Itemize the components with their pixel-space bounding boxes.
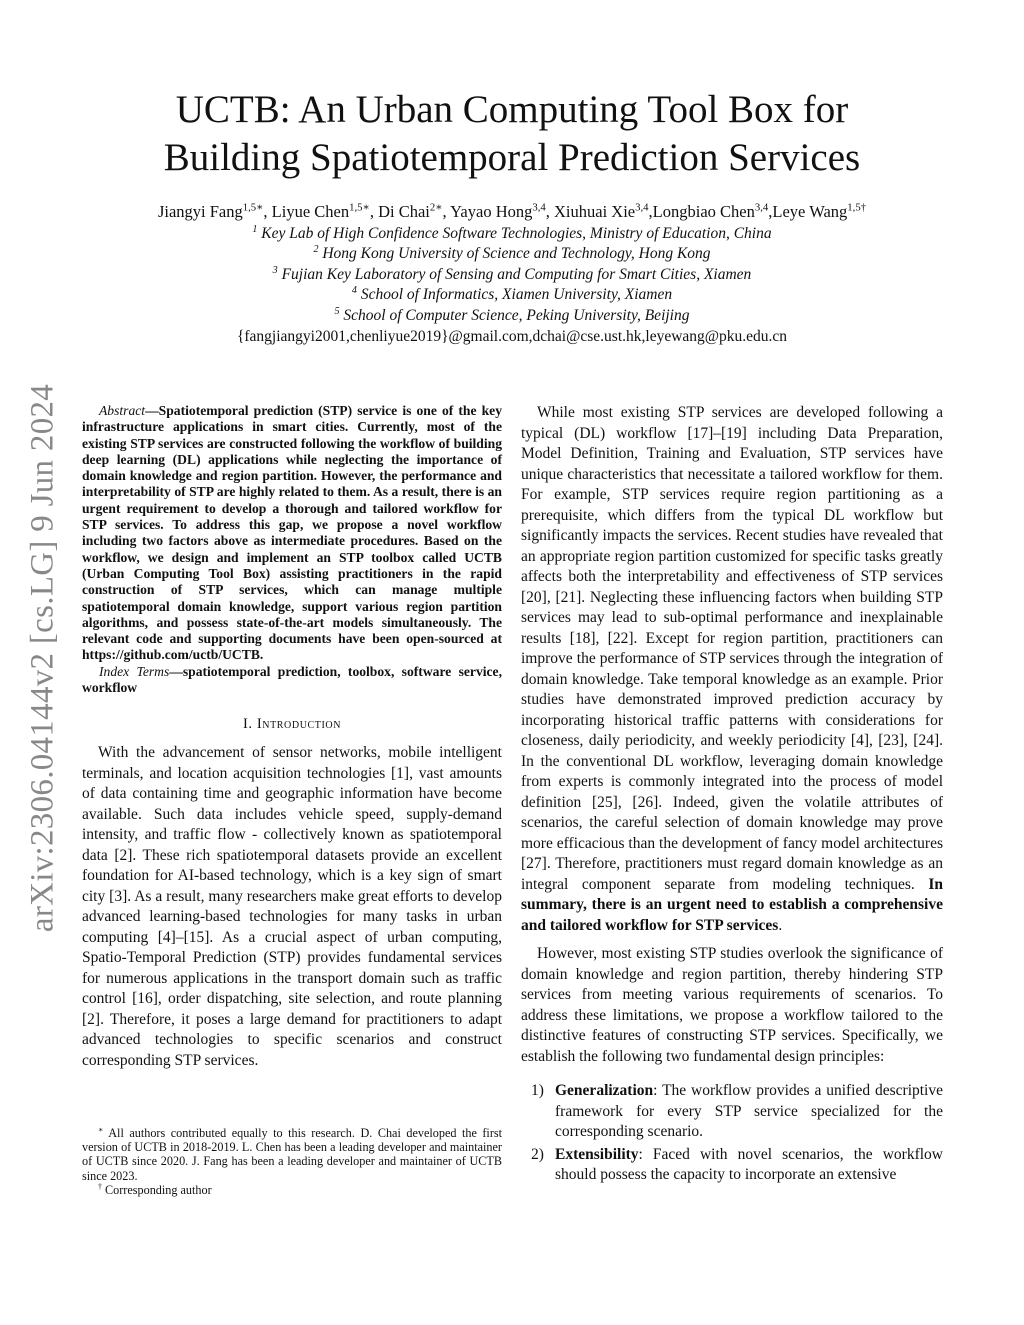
left-column <box>82 403 502 1071</box>
design-principles-list <box>521 1081 943 1186</box>
list-item: 2) Extensibility: Faced with novel scenarios, the workflow should possess the capacity to incorporate an extensive <box>531 1145 943 1183</box>
section-heading-introduction: I. Introduction <box>242 716 342 733</box>
affiliation: $^4$ School of Informatics, Xiamen University, Xiamen <box>351 284 673 303</box>
body-paragraph: However, most existing STP studies overlook the significance of domain knowledge and region partition, thereby hindering STP services from meeting various requirements of scenarios. To address these limitations, we propose a workflow tailored to the distinctive features of constructing STP services. Specifically, we establish the following two fundamental design principles: <box>521 945 943 1065</box>
index-terms-text: spatiotemporal prediction, toolbox, software service, workflow <box>82 663 502 696</box>
footnote-equal-contribution: ∗ All authors contributed equally to this research. D. Chai developed the first version of UCTB in 2018-2019. L. Chen has been a leading developer and maintainer of UCTB since 2020. J. Fang has been a leading developer and maintainer of UCTB since 2023. <box>82 1124 503 1183</box>
affiliation: $^3$ Fujian Key Laboratory of Sensing and Computing for Smart Cities, Xiamen <box>272 264 752 283</box>
author: Xiuhuai Xie$^{3,4}$, <box>554 201 653 221</box>
index-terms-label: Index Terms <box>99 663 170 679</box>
author-emails: {fangjiangyi2001,chenliyue2019}@gmail.com,dchai@cse.ust.hk,leyewang@pku.edu.cn <box>236 328 788 345</box>
author: Yayao Hong$^{3,4}$, <box>450 201 555 221</box>
abstract-label: Abstract <box>99 403 146 418</box>
intro-paragraph: With the advancement of sensor networks, mobile intelligent terminals, and location acquisition technologies [1], vast amounts of data containing time and geographic information have become available. Such data includes vehicle speed, supply-demand intensity, and traffic flow - collectively known as spatiotemporal data [2]. These rich spatiotemporal datasets provide an excellent foundation for AI-based technology, which is a key sign of smart city [3]. As a result, many researchers make great efforts to develop advanced learning-based technologies for many tasks in urban computing [4]–[15]. As a crucial aspect of urban computing, Spatio-Temporal Prediction (STP) provides fundamental services for numerous applications in the transport domain such as traffic control [16], order dispatching, site selection, and route planning [2]. Therefore, it poses a large demand for practitioners to adapt advanced technologies to specific scenarios and construct corresponding STP services. <box>82 744 502 1069</box>
affiliation: $^1$ Key Lab of High Confidence Software Technologies, Ministry of Education, China <box>252 223 772 242</box>
arxiv-sidebar <box>0 368 80 948</box>
body-paragraph: While most existing STP services are developed following a typical (DL) workflow [17]–[19] including Data Preparation, Model Definition, Training and Evaluation, STP services have unique characteristics that necessitate a tailored workflow for them. For example, STP services require region partitioning as a prerequisite, which differs from the typical DL workflow but significantly impacts the services. Recent studies have revealed that an appropriate region partition customized for specific tasks greatly affects both the interpretability and effectiveness of STP services [20], [21]. Neglecting these influencing factors when building STP services may lead to sub-optimal performance and inexplainable results [18], [22]. Except for region partition, practitioners can improve the performance of STP services through the integration of domain knowledge. Take temporal knowledge as an example. Prior studies have demonstrated improved prediction accuracy by incorporating historical traffic patterns with considerations for closeness, daily periodicity, and weekly periodicity [4], [23], [24]. In the conventional DL workflow, leveraging domain knowledge from experts is commonly integrated into the process of model definition [25], [26]. Indeed, given the volatile attributes of scenarios, the careful selection of domain knowledge may prove more efficacious than the development of fancy model architectures [27]. Therefore, practitioners must regard domain knowledge as an integral component separate from modeling techniques. In summary, there is an urgent need to establish a comprehensive and tailored workflow for STP services. <box>521 404 943 934</box>
summary-emphasis: In summary, there is an urgent need to establish a comprehensive and tailored workflow for STP services <box>521 875 943 934</box>
author-list <box>0 201 1024 223</box>
list-item: 1) Generalization: The workflow provides a unified descriptive framework for every STP service specialized for the corresponding scenario. <box>531 1082 943 1140</box>
title-line-1: UCTB: An Urban Computing Tool Box for <box>175 88 849 131</box>
title-line-2: Building Spatiotemporal Prediction Services <box>163 136 861 179</box>
author: Jiangyi Fang$^{1,5∗}$, <box>157 201 272 221</box>
author: Longbiao Chen$^{3,4}$, <box>652 201 773 221</box>
index-terms: Index Terms—spatiotemporal prediction, toolbox, software service, workflow <box>82 663 502 696</box>
footnote-corresponding-author: † Corresponding author <box>98 1181 212 1197</box>
abstract-text: Spatiotemporal prediction (STP) service is one of the key infrastructure applications in smart cities. Currently, most of the existing STP services are constructed following the workflow of building deep learning (DL) applications while neglecting the importance of domain knowledge and region partition. However, the performance and interpretability of STP are highly related to them. As a result, there is an urgent requirement to develop a thorough and tailored workflow for STP services. To address this gap, we propose a novel workflow including two factors above as intermediate procedures. Based on the workflow, we design and implement an STP toolbox called UCTB (Urban Computing Tool Box) assisting practitioners in the rapid construction of STP services, which can manage multiple spatiotemporal domain knowledge, support various region partition algorithms, and possess state-of-the-art models simultaneously. The relevant code and supporting documents have been open-sourced at https://github.com/uctb/UCTB. <box>82 403 502 663</box>
paper-title <box>0 86 1024 182</box>
author: Leye Wang$^{1,5\dagger}$ <box>772 201 867 221</box>
arxiv-identifier: arXiv:2306.04144v2 [cs.LG] 9 Jun 2024 <box>24 383 61 933</box>
right-column <box>521 403 943 1188</box>
author: Liyue Chen$^{1,5∗}$, <box>271 201 379 221</box>
footnotes <box>82 1126 502 1197</box>
affiliation: $^2$ Hong Kong University of Science and Technology, Hong Kong <box>313 243 711 262</box>
abstract: Abstract—Spatiotemporal prediction (STP) service is one of the key infrastructure applications in smart cities. Currently, most of the existing STP services are constructed following the workflow of building deep learning (DL) applications while neglecting the importance of domain knowledge and region partition. However, the performance and interpretability of STP are highly related to them. As a result, there is an urgent requirement to develop a thorough and tailored workflow for STP services. To address this gap, we propose a novel workflow including two factors above as intermediate procedures. Based on the workflow, we design and implement an STP toolbox called UCTB (Urban Computing Tool Box) assisting practitioners in the rapid construction of STP services, which can manage multiple spatiotemporal domain knowledge, support various region partition algorithms, and possess state-of-the-art models simultaneously. The relevant code and supporting documents have been open-sourced at https://github.com/uctb/UCTB. <box>82 403 502 663</box>
affiliation: $^5$ School of Computer Science, Peking University, Beijing <box>334 305 690 324</box>
author: Di Chai$^{2∗}$, <box>378 201 451 221</box>
